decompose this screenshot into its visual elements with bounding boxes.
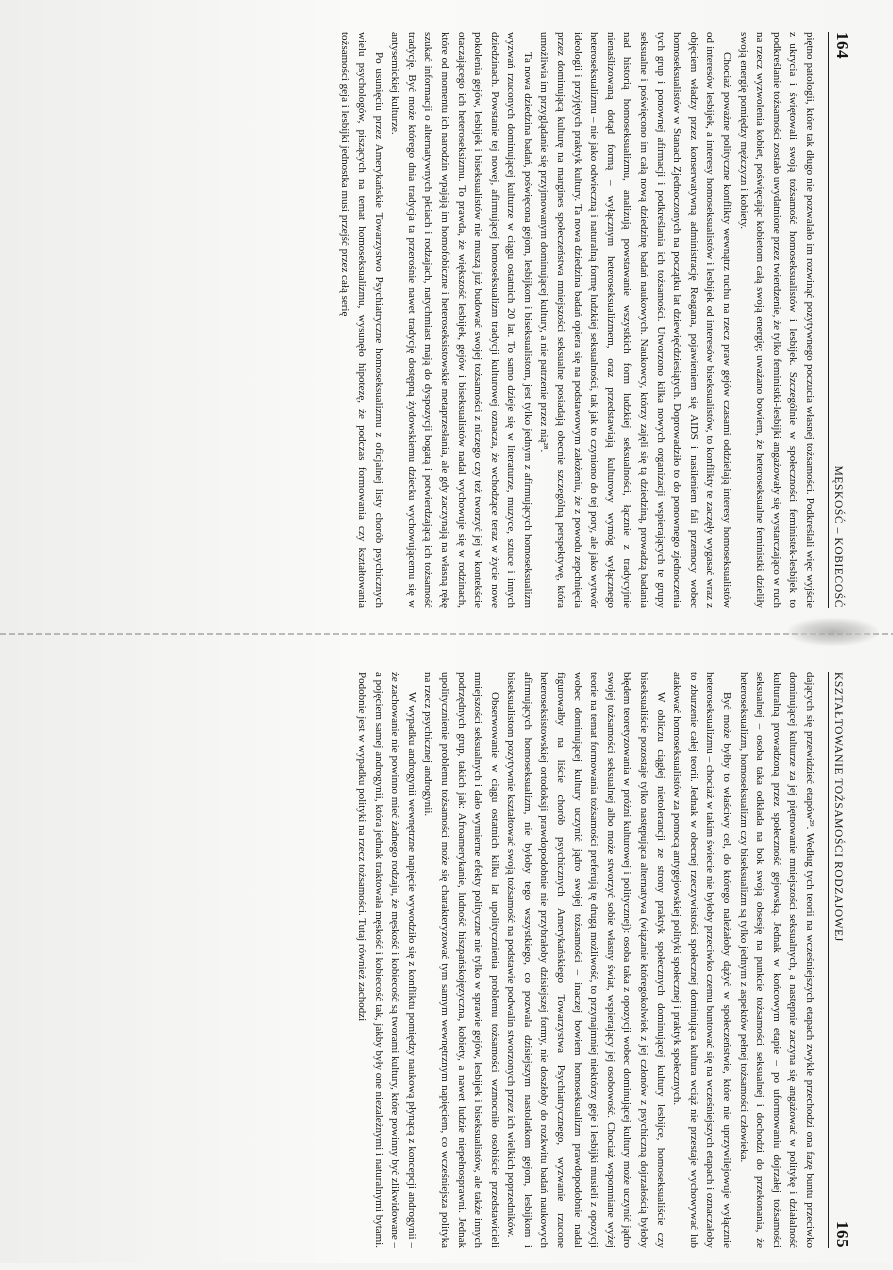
left-page-number: 164	[833, 32, 852, 59]
left-page-body	[10, 32, 818, 608]
left-page	[0, 10, 860, 630]
right-page-number: 165	[833, 1221, 852, 1248]
left-paragraph-1: piętno patologii, które tak długo nie pozwalało im rozwinąć pozytywnego poczucia własnej tożsamości. Podkreślali więc wyjście z ukrycia i świętowali swoją tożsamość homoseksualistów i lesbijek. Szczególnie w społeczności feministek-lesbijek to podkreślanie tożsamości zostało uwydatnione przez twierdzenie, że tylko feministki-lesbijki angażowały się wystarczająco w ruch na rzecz wyzwolenia kobiet, poświęcając kobietom całą swoją energię; uważano bowiem, że heteroseksualne feministki dzieliły swoją energię pomiędzy mężczyzn i kobiety.	[737, 32, 816, 608]
right-paragraph-2: Być może byłby to właściwy cel, do którego należałoby dążyć w społeczeństwie, które nie uprzywilejowuje wyłącznie heteroseksualizmu – chociaż w takim świecie nie byłoby przeciwko czemu buntować się na wcześniejszych etapach i oznaczałoby to zburzenie całej teorii. Jednak w obecnej rzeczywistości społecznej dominująca kultura wciąż nie przestaje wychowywać lub atakować homoseksualistów za pomocą antygejowskiej polityki społecznej i praktyk społecznych.	[671, 672, 734, 1248]
right-paragraph-5: W wypadku androgynii wewnętrzne napięcie wywodziło się z konfliktu pomiędzy naukową płynącą z koncepcji androgynii – że zachowanie nie powinno mieć żadnego rodzaju, że męskość i kobiecość są tworami kultury, które powinny być zlikwidowane – a pojęciem samej androgynii, która jednak traktowała męskość i kobiecość tak, jakby były one niezależnymi i naturalnymi bytami. Podobnie jest w wypadku polityki na rzecz tożsamości. Tutaj również zachodzi	[355, 672, 418, 1248]
right-paragraph-1: dających się przewidzieć etapów²⁹. Według tych teorii na wcześniejszych etapach zwykle przechodzi ona fazę buntu przeciwko dominującej kulturze za jej piętnowanie mniejszości seksualnych, a następnie zaczyna się angażować w politykę i działalność kulturalną prowadzoną przez społeczność gejowską. Jednak w końcowym etapie – po uformowaniu dojrzałej tożsamości seksualnej – osoba taka odkłada na bok swoją obsesję na punkcie tożsamości seksualnej i dochodzi do przekonania, że heteroseksualizm, homoseksualizm czy biseksualizm są tylko jednym z aspektów pełnej tożsamości człowieka.	[737, 672, 816, 1248]
left-paragraph-2: Chociaż poważne polityczne konflikty wewnątrz ruchu na rzecz praw gejów czasami oddzielają interesy homoseksualistów od interesów lesbijek, a interesy homoseksualistów i lesbijek od interesów biseksualistów, to konflikty te zaczęły wygasać wraz z objęciem władzy przez konserwatywną administrację Reagana, pojawieniem się AIDS i nasileniem fali przemocy wobec homoseksualistów w Stanach Zjednoczonych na początku lat dziewięćdziesiątych. Doprowadziło to do ponownego zjednoczenia tych grup i ponownej afirmacji i podkreślania ich tożsamości. Utworzono kilka nowych organizacji wspierających te grupy seksualne i poświęcono im całą nową dziedzinę badań naukowych. Naukowcy, którzy zajęli się tą dziedziną, prowadzą badania nad historią homoseksualizmu, analizują powstawanie wszystkich form ludzkiej seksualności, łącznie z tradycyjnie nienaślizowaną dotąd formą – wyłącznym heteroseksualizmem, oraz przedstawiają kulturowy wymóg wyłącznego heteroseksualizmu – nie jako odwieczną i naturalną formę ludzkiej seksualności, tak jak to czyniono do tej pory, ale jako wytwór ideologii i przyjętych praktyk kultury. Ta nowa dziedzina badań opiera się na podstawowym założeniu, że z powodu zepchnięcia przez dominującą kulturę na margines społeczeństwa mniejszości seksualne posiadają obecnie szczególną perspektywę, która umożliwia im przyglądanie się przyjmowanym dominującej kultury, a nie patrzenie przez nią²⁸.	[538, 32, 734, 608]
left-page-header	[828, 32, 860, 608]
right-running-title: KSZTAŁTOWANIE TOŻSAMOŚCI RODZAJOWEJ	[832, 672, 844, 942]
left-paragraph-4: Po usunięciu przez Amerykańskie Towarzystwo Psychiatryczne homoseksualizmu z oficjalnej listy chorób psychicznych wielu psychologów, piszących na temat homoseksualizmu, wysunęło hipotezę, że podczas formowania czy kształtowania tożsamości geja i lesbijki jednostka musi przejść przez całą serię	[339, 32, 385, 608]
right-paragraph-4: Obserwowanie w ciągu ostatnich kilku lat upolitycznienia problemu tożsamości wzmocniło osobiście przedstawicieli mniejszości seksualnych i dało wymierne efekty polityczne nie tylko w sprawie gejów, lesbijek i biseksualistów, ale także innych podrzędnych grup, takich jak: Afroamerykanie, ludność hiszpańskojęzyczna, kobiety, a nawet ludzie niepełnosprawni. Jednak upolitycznienie problemu tożsamości może się charakteryzować tym samym wewnętrznym napięciem, co wcześniejsza polityka na rzecz psychicznej androgynii.	[422, 672, 501, 1248]
left-running-title: MĘSKOŚĆ – KOBIECOŚĆ	[832, 465, 844, 608]
right-page-header	[828, 672, 860, 1248]
right-paragraph-3: W obliczu ciągłej nietolerancji ze strony praktyk społecznych dominującej kultury lesbijce, homoseksualiście czy biseksualiście pozostaje tylko następująca alternatywa (wiązanie któregokolwiek z jej członów z psychiczną dojrzałością byłoby błędem teoretyzowania w próżni kulturowej i politycznej): osoba taka z opozycji wobec dominującej kultury może uczynić jądro swojej tożsamości seksualnej albo może stworzyć sobie własny świat, wspierający jej osobowość. Chociaż wspomniane wyżej teorie na temat formowania tożsamości preferują tę drugą możliwość, to przynajmniej niektórzy geje i lesbijki musieli z opozycji wobec dominującej kultury uczynić jądro swojej tożsamości – inaczej bowiem homoseksualizm prawdopodobnie nadal figurowałby na liście chorób psychicznych Amerykańskiego Towarzystwa Psychiatrycznego, wyzwanie rzucone heteroseksistowskiej ortodoksji prawdopodobnie nie przybrałoby dzisiejszej formy, nie doszłoby do rozkwitu badań naukowych afirmujących homoseksualizm, nie byłoby tego wszystkiego, co pozwala dzisiejszym nastolatkom gejom, lesbijkom i biseksualistom pozytywnie kształtować swoją tożsamość na podstawie podwalin stworzonych przez ich wielkich poprzedników.	[505, 672, 667, 1248]
right-page-body	[10, 672, 818, 1248]
right-page	[0, 650, 860, 1270]
page-fold-line	[0, 633, 893, 635]
left-paragraph-3: Ta nowa dziedzina badań, poświęcona gejom, lesbijkom i biseksualistom, jest tylko jednym z afirmujących homoseksualizm wyzwań rzuconych dominującej kulturze w ciągu ostatnich 20 lat. To samo dzieje się w literaturze, muzyce, sztuce i innych dziedzinach. Powstanie tej nowej, afirmującej homoseksualizm tradycji kulturowej oznacza, że wchodzące teraz w życie nowe pokolenia gejów, lesbijek i biseksualistów nie muszą już budować swojej tożsamości z niczego czy też tworzyć jej w kontekście otaczającego ich heteroseksizmu. To prawda, że większość lesbijek, gejów i biseksualistów nadal wychowuje się w rodzinach, które od momentu ich narodzin wpajają im homofobiczne i heteroseksistowskie metaprzesłania, ale gdy zaczynają na własną rękę szukać informacji o alternatywnych płciach i rodzajach, natychmiast mają do dyspozycji bogatą i potwierdzającą ich tożsamość tradycję. Być może którego dnia tradycja ta przerośnie nawet tradycję dostępną żydowskiemu dziecku wychowującemu się w antysemickiej kulturze.	[389, 32, 534, 608]
